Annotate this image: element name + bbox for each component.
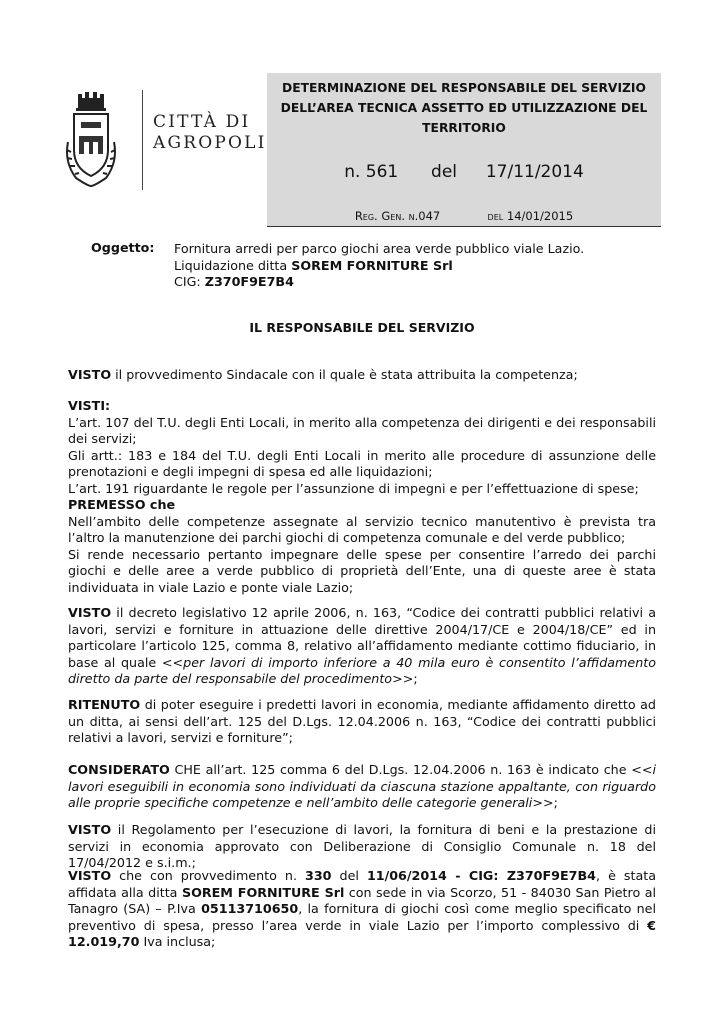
- determination-title-line2: DELL’AREA TECNICA ASSETTO ED UTILIZZAZIONE DEL: [280, 101, 648, 115]
- determination-title-line3: TERRITORIO: [422, 121, 506, 135]
- paragraph-visto-1: [68, 367, 656, 384]
- visti-heading: VISTI:: [68, 398, 111, 413]
- visto1-keyword: VISTO: [68, 367, 112, 382]
- paragraph-visto-2: [68, 605, 656, 688]
- visto4-date-cig: 11/06/2014 - CIG: Z370F9E7B4: [366, 868, 597, 883]
- determination-title: [267, 78, 661, 138]
- visto2-end: >>;: [392, 671, 418, 686]
- city-name-line2: AGROPOLI: [153, 133, 267, 153]
- subject-company: SOREM FORNITURE Srl: [291, 257, 453, 273]
- header-rule: [267, 226, 661, 227]
- paragraph-considerato: [68, 762, 656, 812]
- visto4-text-6: Iva inclusa;: [139, 934, 216, 949]
- subject-line2-text: Liquidazione ditta: [174, 257, 292, 273]
- reg-gen-label: Reg. Gen. n.: [354, 209, 419, 223]
- subject-text: [174, 241, 644, 291]
- visto2-keyword: VISTO: [68, 605, 112, 620]
- visto4-text-1: che con provvedimento n.: [111, 868, 306, 883]
- subject-cig-label: CIG:: [174, 274, 205, 289]
- visto4-company: SOREM FORNITURE Srl: [181, 884, 345, 900]
- subject-label: Oggetto:: [91, 240, 155, 255]
- visto4-provvedimento-number: 330: [305, 868, 332, 883]
- visto4-text-2: del: [331, 868, 367, 883]
- visto3-keyword: VISTO: [68, 822, 112, 837]
- visti-item-2: Gli artt.: 183 e 184 del T.U. degli Enti Locali in merito alle procedure di assunzione delle prenotazioni e degli impegni di spesa ed alle liquidazioni;: [68, 447, 656, 479]
- determination-number: n. 561: [344, 162, 399, 182]
- paragraph-visti: [68, 398, 656, 497]
- visti-item-3: L’art. 191 riguardante le regole per l’assunzione di impegni e per l’effettuazione di spese;: [68, 480, 639, 496]
- reg-del-label: del: [487, 209, 504, 223]
- visto4-keyword: VISTO: [68, 868, 112, 883]
- paragraph-visto-4: [68, 868, 656, 951]
- subject-line3: [174, 274, 644, 291]
- reg-date: 14/01/2015: [506, 209, 574, 223]
- city-name-line1: CITTÀ DI: [153, 112, 251, 132]
- section-title: IL RESPONSABILE DEL SERVIZIO: [249, 320, 475, 335]
- considerato-keyword: CONSIDERATO: [68, 762, 170, 777]
- determination-number-line: [267, 162, 661, 182]
- ritenuto-keyword: RITENUTO: [68, 697, 141, 712]
- visto4-text-3: , è stata affidata alla ditta: [68, 868, 657, 900]
- visto4-vat-number: 05113710650: [201, 901, 299, 916]
- subject-line1: Fornitura arredi per parco giochi area verde pubblico viale Lazio.: [174, 241, 585, 256]
- subject-line2: [174, 258, 644, 275]
- determination-title-line1: DETERMINAZIONE DEL RESPONSABILE DEL SERVIZIO: [282, 81, 646, 95]
- premesso-item-2: Si rende necessario pertanto impegnare delle spese per consentire l’arredo dei parchi giochi e delle aree a verde pubblico di proprietà dell’Ente, una di queste aree è stata individuata in viale Lazio e ponte viale Lazio;: [68, 546, 656, 595]
- considerato-quote: i lavori eseguibili in economia sono individuati da ciascuna stazione appaltante, con riguardo alle proprie specifiche competenze e nell’ambito delle categorie generali: [68, 762, 656, 810]
- visto3-text: il Regolamento per l’esecuzione di lavori, la fornitura di beni e la prestazione di servizi in economia approvato con Deliberazione di Consiglio Comunale n. 18 del 17/04/2012 e s.i.m.;: [68, 822, 656, 870]
- visto1-text: il provvedimento Sindacale con il quale è stata attribuita la competenza;: [111, 367, 578, 382]
- ritenuto-text: di poter eseguire i predetti lavori in economia, mediante affidamento diretto ad un ditta, ai sensi dell’art. 125 del D.Lgs. 12.04.2006 n. 163, “Codice dei contratti pubblici relativi a lavori, servizi e forniture”;: [68, 697, 656, 745]
- visto4-text-5: , la fornitura di giochi così come meglio specificato nel preventivo di spesa, presso l’area verde in viale Lazio per l’importo complessivo di: [68, 901, 657, 933]
- reg-gen-number: 047: [418, 209, 441, 223]
- paragraph-ritenuto: [68, 697, 656, 747]
- visti-item-1: L’art. 107 del T.U. degli Enti Locali, in merito alla competenza dei dirigenti e dei responsabili dei servizi;: [68, 414, 656, 446]
- coat-of-arms-logo: [62, 92, 120, 188]
- header-divider: [142, 90, 143, 190]
- visto4-amount: € 12.019,70: [68, 917, 656, 949]
- visto2-quote: per lavori di importo inferiore a 40 mila euro è consentito l’affidamento diretto da parte del responsabile del procedimento: [68, 654, 656, 686]
- determination-del-label: del: [431, 162, 458, 182]
- paragraph-premesso: [68, 497, 656, 596]
- general-register-line: [267, 209, 661, 223]
- determination-date: 17/11/2014: [485, 162, 584, 182]
- premesso-heading: PREMESSO che: [68, 497, 176, 512]
- city-name: [153, 112, 267, 154]
- subject-cig: Z370F9E7B4: [204, 274, 294, 289]
- visto4-text-4: con sede in via Scorzo, 51 - 84030 San Pietro al Tanagro (SA) – P.Iva: [68, 884, 656, 916]
- premesso-item-1: Nell’ambito delle competenze assegnate al servizio tecnico manutentivo è prevista tra l’altro la manutenzione dei parchi giochi di competenza comunale e del verde pubblico;: [68, 513, 656, 545]
- visto2-text: il decreto legislativo 12 aprile 2006, n. 163, “Codice dei contratti pubblici relativi a lavori, servizi e forniture in attuazione delle direttive 2004/17/CE e 2004/18/CE” ed in particolare l’articolo 125, comma 8, relativo all’affidamento mediante cottimo fiduciario, in base al quale <<: [68, 605, 656, 670]
- considerato-end: >>;: [532, 795, 558, 810]
- paragraph-visto-3: [68, 822, 656, 872]
- considerato-text: CHE all’art. 125 comma 6 del D.Lgs. 12.04.2006 n. 163 è indicato che <<: [169, 762, 653, 777]
